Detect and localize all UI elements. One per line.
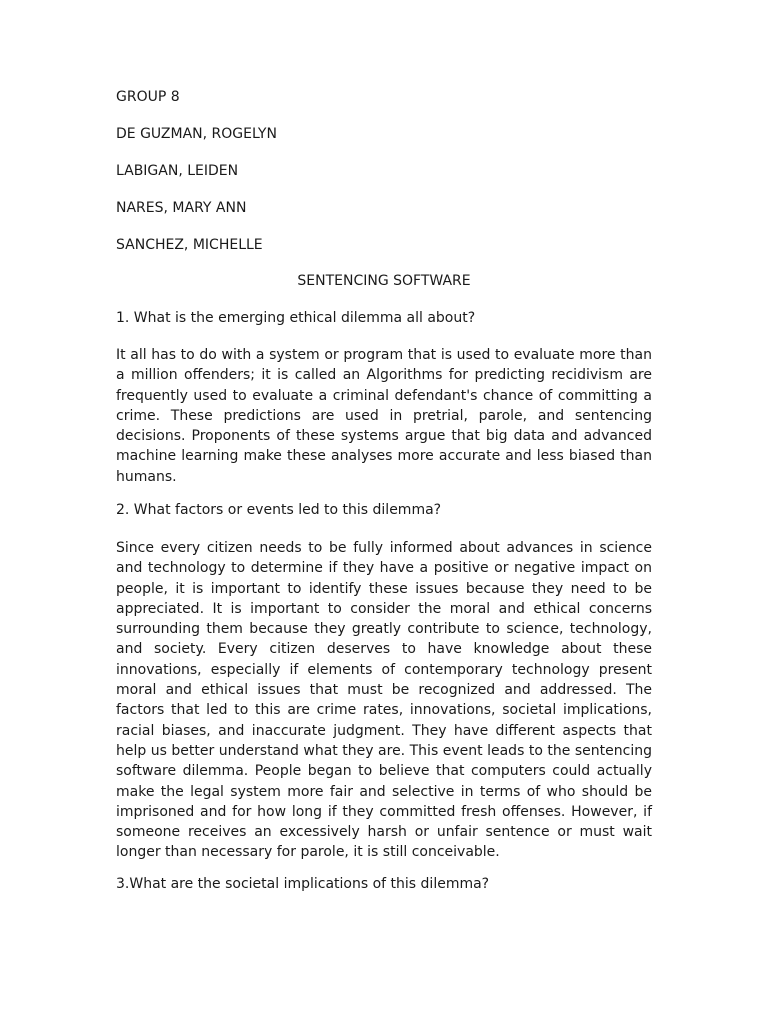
member-name: SANCHEZ, MICHELLE <box>116 237 263 253</box>
question-heading: 1. What is the emerging ethical dilemma all about? <box>116 310 476 326</box>
question-heading: 2. What factors or events led to this dilemma? <box>116 502 442 518</box>
question-heading: 3.What are the societal implications of this dilemma? <box>116 876 490 892</box>
member-name: NARES, MARY ANN <box>116 200 247 216</box>
answer-paragraph: It all has to do with a system or program that is used to evaluate more than a million offenders; it is called an Algorithms for predicting recidivism are frequently used to evaluate a criminal defendant's chance of committing a crime. These predictions are used in pretrial, parole, and sentencing decisions. Proponents of these systems argue that big data and advanced machine learning make these analyses more accurate and less biased than humans. <box>116 347 652 485</box>
member-name: DE GUZMAN, ROGELYN <box>116 126 277 142</box>
member-name: LABIGAN, LEIDEN <box>116 163 239 179</box>
document-title: SENTENCING SOFTWARE <box>297 273 471 289</box>
answer-paragraph: Since every citizen needs to be fully informed about advances in science and technology to determine if they have a positive or negative impact on people, it is important to identify these issues because they need to be appreciated. It is important to consider the moral and ethical concerns surrounding them because they greatly contribute to science, technology, and society. Every citizen deserves to have knowledge about these innovations, especially if elements of contemporary technology present moral and ethical issues that must be recognized and addressed. The factors that led to this are crime rates, innovations, societal implications, racial biases, and inaccurate judgment. They have different aspects that help us better understand what they are. This event leads to the sentencing software dilemma. People began to believe that computers could actually make the legal system more fair and selective in terms of who should be imprisoned and for how long if they committed fresh offenses. However, if someone receives an excessively harsh or unfair sentence or must wait longer than necessary for parole, it is still conceivable. <box>116 540 652 861</box>
group-label: GROUP 8 <box>116 89 180 105</box>
